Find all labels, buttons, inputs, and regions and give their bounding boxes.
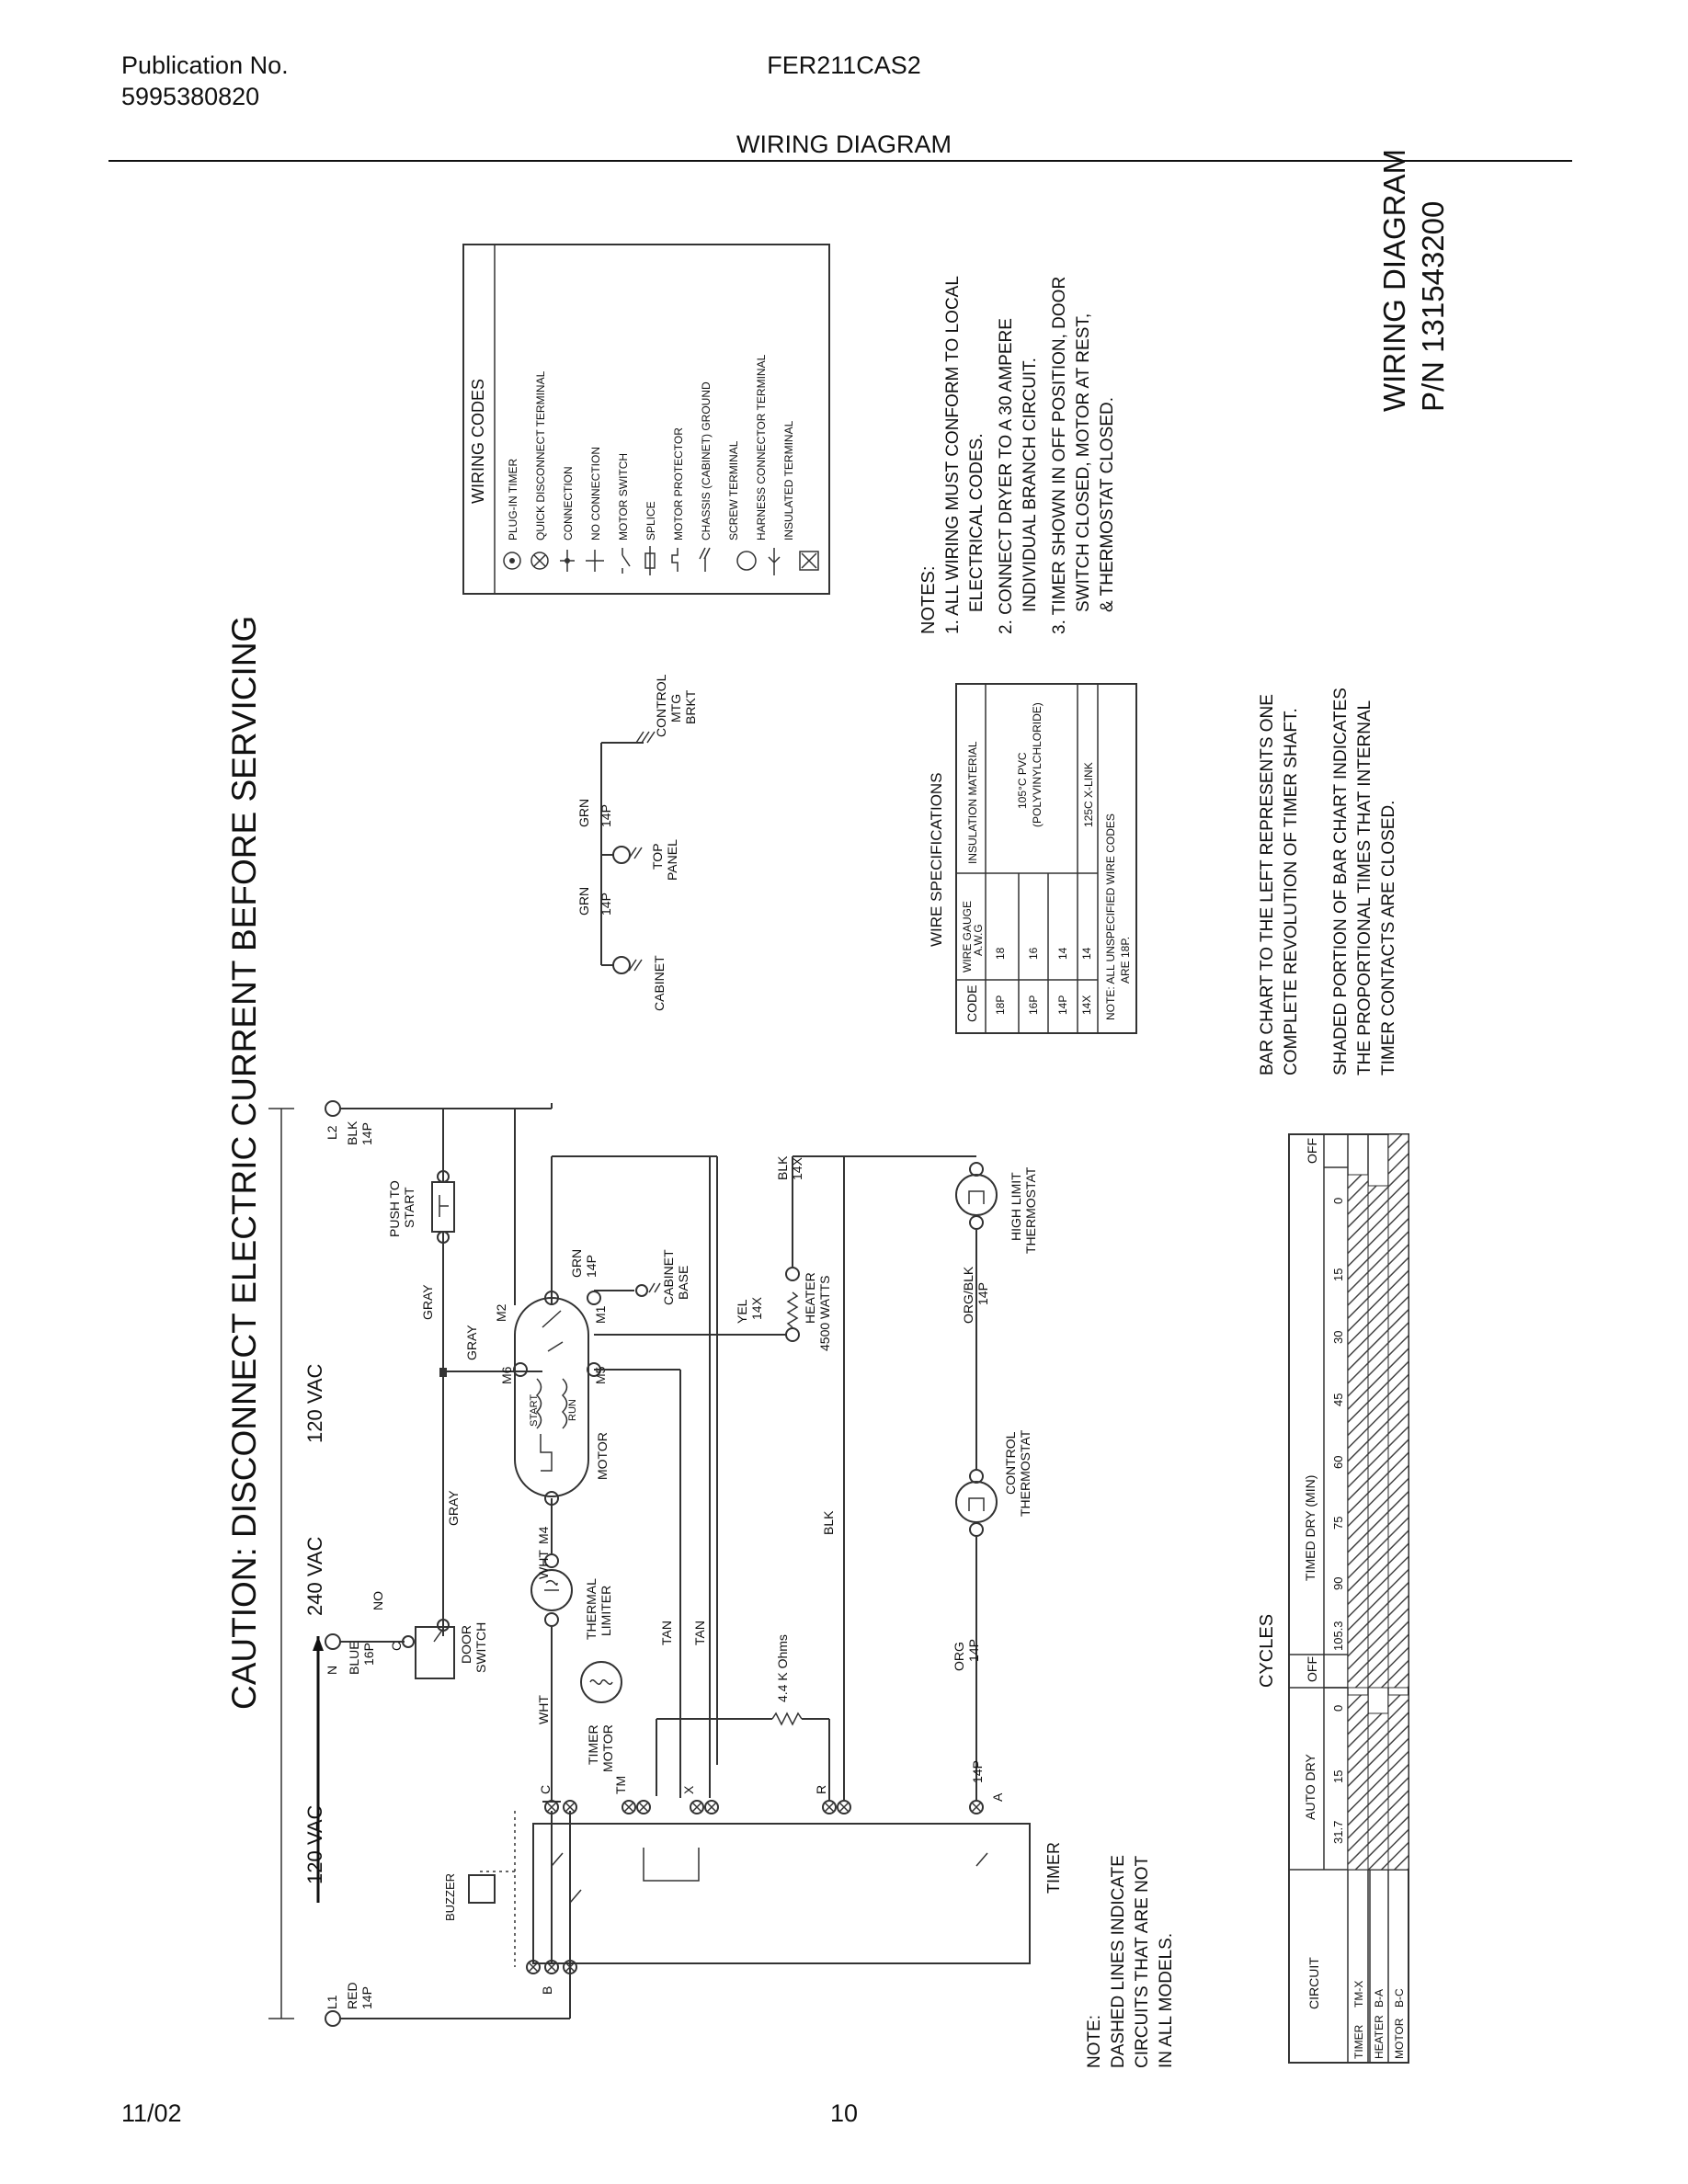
l2-code-label: 14P [359, 1122, 374, 1145]
notes-block [918, 276, 1117, 634]
spec-header-material: INSULATION MATERIAL [966, 741, 979, 864]
door1-label: DOOR [459, 1625, 473, 1664]
timer-bar-timed [1348, 1175, 1368, 1688]
spec-material-pvc: 105°C PVC [1016, 752, 1029, 809]
ohms-label: 4.4 K Ohms [775, 1634, 790, 1702]
cycles-tick-timed: 30 [1331, 1330, 1345, 1344]
cycles-tick-timed: 45 [1331, 1393, 1345, 1406]
gray-label: GRAY [464, 1325, 479, 1360]
cycles-tick-timed: 75 [1331, 1516, 1345, 1530]
wiring-code-item: MOTOR SWITCH [617, 452, 630, 540]
m4-label: M4 [536, 1526, 551, 1544]
note4-label: IN ALL MODELS. [1157, 1932, 1176, 2068]
cabinet2-label: BASE [676, 1265, 690, 1300]
off-label: OFF [1305, 1138, 1319, 1164]
wiring-code-item: PLUG-IN TIMER [507, 458, 519, 540]
m6-label: M6 [499, 1366, 514, 1384]
off-label: OFF [1305, 1656, 1319, 1682]
timed-dry-label: TIMED DRY (MIN) [1303, 1474, 1317, 1581]
l1-label: L1 [325, 1995, 339, 2009]
m1-label: M1 [593, 1305, 608, 1324]
n-label: N [325, 1665, 339, 1675]
line5-label: TIMER CONTACTS ARE CLOSED. [1379, 800, 1398, 1075]
buzzer-label: BUZZER [443, 1873, 457, 1921]
heater-bar-timed [1368, 1186, 1388, 1688]
tm-label: TM [613, 1775, 628, 1794]
m2-label: M2 [494, 1303, 508, 1322]
terminal-cross [839, 1803, 849, 1812]
motor-bar-auto [1388, 1695, 1409, 1870]
spec-row-gauge: 14 [1056, 947, 1069, 960]
document-title: WIRING DIAGRAM [736, 131, 952, 158]
part-title-line2: P/N 131543200 [1416, 200, 1450, 412]
terminal-cross [547, 1803, 556, 1812]
cycles-tick-timed: 0 [1331, 1197, 1345, 1204]
motor-bar-timed [1388, 1134, 1409, 1688]
line3-label: SHADED PORTION OF BAR CHART INDICATES [1331, 688, 1351, 1075]
spec-note-line2: ARE 18P. [1119, 936, 1132, 984]
cycles-tick-timed: 15 [1331, 1268, 1345, 1281]
p14-label: 14P [584, 1255, 599, 1278]
push2-label: START [402, 1187, 416, 1228]
part-title-line1: WIRING DIAGRAM [1377, 149, 1411, 412]
n-color-label: BLUE [347, 1641, 361, 1675]
note-line: SWITCH CLOSED, MOTOR AT REST, [1074, 313, 1093, 612]
wiring-code-item: CONNECTION [562, 466, 575, 540]
note-line: INDIVIDUAL BRANCH CIRCUIT. [1021, 358, 1040, 612]
yel-label: YEL [735, 1299, 749, 1324]
no-label: NO [371, 1591, 385, 1610]
n-code-label: 16P [361, 1643, 376, 1666]
motor-label: MOTOR [595, 1432, 610, 1480]
blk-label: BLK [821, 1510, 836, 1535]
spec-note-line1: NOTE: ALL UNSPECIFIED WIRE CODES [1104, 813, 1117, 1020]
terminal-cross [624, 1803, 633, 1812]
wiring-code-item: HARNESS CONNECTOR TERMINAL [755, 354, 768, 540]
vac120b-label: 120 VAC [303, 1804, 326, 1884]
control3-label: BRKT [683, 689, 698, 724]
org-label: ORG [952, 1642, 966, 1671]
p14-label: 14P [966, 1639, 981, 1662]
grn-label: GRN [576, 798, 591, 827]
auto-dry-label: AUTO DRY [1303, 1754, 1317, 1820]
spec-row-gauge: 14 [1080, 947, 1093, 960]
note-line: 1. ALL WIRING MUST CONFORM TO LOCAL [943, 276, 963, 634]
spec-row-gauge: 18 [994, 947, 1007, 960]
spec-header-gauge: WIRE GAUGE [961, 900, 974, 973]
cycles-row-name: HEATER [1373, 2015, 1386, 2059]
spec-row-code: 16P [1027, 995, 1040, 1015]
tan-label: TAN [659, 1621, 674, 1645]
heater-bar-auto [1368, 1713, 1388, 1870]
cycles-tick-timed: 105.3 [1331, 1621, 1345, 1651]
m5-label: M5 [593, 1366, 608, 1384]
c-label: C [389, 1641, 404, 1651]
page-number: 10 [829, 2099, 859, 2127]
control2-label: MTG [668, 693, 683, 722]
title-label: CYCLES [1257, 1613, 1277, 1688]
terminal-cross [825, 1803, 834, 1812]
thermal1-label: THERMAL [584, 1578, 599, 1640]
note-line: & THERMOSTAT CLOSED. [1098, 396, 1117, 612]
start-label: START [529, 1393, 540, 1427]
wiring-codes-list [507, 354, 795, 540]
wht-label: WHT [536, 1695, 551, 1724]
spec-row-code: 18P [994, 995, 1007, 1015]
ground-connections [576, 674, 698, 1011]
wiring-code-item: CHASSIS (CABINET) GROUND [700, 381, 713, 540]
heater1-label: HEATER [803, 1272, 817, 1324]
p14-label: 14P [599, 804, 613, 827]
note3-label: CIRCUITS THAT ARE NOT [1133, 1855, 1152, 2068]
cycles-tick-timed: 60 [1331, 1455, 1345, 1469]
wiring-code-item: SCREW TERMINAL [727, 440, 740, 540]
top-panel2-label: PANEL [665, 839, 679, 881]
cabinet1-label: CABINET [661, 1249, 676, 1305]
note-line: ELECTRICAL CODES. [967, 433, 987, 612]
control1-label: CONTROL [1003, 1431, 1018, 1495]
x14-label: 14X [749, 1297, 764, 1320]
spec-header-awg: A.W.G [972, 924, 985, 956]
l2-color-label: BLK [345, 1120, 359, 1145]
publication-number: 5995380820 [121, 83, 260, 110]
highlimit1-label: HIGH LIMIT [1009, 1172, 1023, 1241]
note-line: 3. TIMER SHOWN IN OFF POSITION, DOOR [1050, 276, 1069, 634]
a-label: A [990, 1792, 1005, 1802]
wiring-codes-title: WIRING CODES [469, 378, 487, 504]
terminal-cross [972, 1803, 981, 1812]
spec-material-xlink: 125C X-LINK [1082, 762, 1095, 827]
wiring-code-item: SPLICE [644, 501, 657, 540]
wht-label: WHT [536, 1550, 551, 1579]
line1-label: BAR CHART TO THE LEFT REPRESENTS ONE [1258, 694, 1277, 1075]
cycles-tick-timed: 90 [1331, 1576, 1345, 1590]
terminal-cross [707, 1803, 716, 1812]
control2-label: THERMOSTAT [1018, 1429, 1032, 1517]
schematic [268, 1101, 1176, 2068]
bar-chart-notes [1258, 688, 1398, 1075]
title-label: WIRE SPECIFICATIONS [928, 772, 945, 947]
cycles-row-contacts: TM-X [1352, 1980, 1365, 2008]
caution-text: CAUTION: DISCONNECT ELECTRIC CURRENT BEFORE SERVICING [225, 615, 263, 1710]
x-label: X [681, 1785, 696, 1794]
thermal2-label: LIMITER [599, 1585, 613, 1636]
wiring-codes-legend [463, 245, 829, 594]
cycles-row-name: TIMER [1352, 2024, 1365, 2059]
note2-label: DASHED LINES INDICATE [1109, 1855, 1128, 2068]
p14-label: 14P [970, 1760, 985, 1783]
line4-label: THE PROPORTIONAL TIMES THAT INTERNAL [1355, 700, 1374, 1075]
x14-label: 14X [790, 1157, 804, 1180]
control1-label: CONTROL [654, 674, 668, 737]
model-number: FER211CAS2 [767, 51, 921, 79]
footer-date: 11/02 [121, 2099, 182, 2127]
heater2-label: 4500 WATTS [817, 1275, 832, 1351]
wiring-code-item: INSULATED TERMINAL [782, 420, 795, 540]
p14-label: 14P [599, 893, 613, 916]
cycles-tick-auto: 0 [1331, 1704, 1345, 1712]
vac120a-label: 120 VAC [303, 1363, 326, 1443]
spec-row-gauge: 16 [1027, 947, 1040, 960]
cycles-row-contacts: B-A [1373, 1988, 1386, 2008]
timer-label: TIMER [1044, 1842, 1063, 1894]
b-label: B [540, 1985, 554, 1995]
l1-code-label: 14P [359, 1986, 374, 2009]
cycles-tick-auto: 15 [1331, 1769, 1345, 1783]
r-label: R [814, 1784, 828, 1794]
timer-bar-auto [1348, 1695, 1368, 1870]
wiring-code-item: MOTOR PROTECTOR [672, 427, 685, 540]
tan-label: TAN [692, 1621, 707, 1645]
top-panel1-label: TOP [650, 843, 665, 870]
terminal-cross [692, 1803, 701, 1812]
door2-label: SWITCH [473, 1621, 488, 1673]
cycles-tick-auto: 31.7 [1331, 1820, 1345, 1844]
spec-row-code: 14P [1056, 995, 1069, 1015]
gray-label: GRAY [446, 1490, 461, 1526]
vac240-label: 240 VAC [303, 1536, 326, 1616]
cycles-row-name: MOTOR [1393, 2018, 1406, 2059]
timer-motor1-label: TIMER [586, 1724, 600, 1765]
spec-material-pvc2: (POLYVINYLCHLORIDE) [1031, 702, 1044, 827]
l2-label: L2 [325, 1125, 339, 1140]
timer-motor2-label: MOTOR [600, 1724, 615, 1772]
spec-header-code: CODE [964, 984, 979, 1022]
blk-label: BLK [775, 1155, 790, 1180]
push1-label: PUSH TO [387, 1180, 402, 1237]
circuit-header-label: CIRCUIT [1306, 1957, 1321, 2009]
grn-label: GRN [576, 886, 591, 916]
org-blk-label: ORG/BLK [961, 1266, 975, 1324]
cycles-row-contacts: B-C [1393, 1988, 1406, 2008]
note1-label: NOTE: [1085, 2014, 1104, 2068]
cycles-bar-chart [1257, 1134, 1409, 2063]
l1-color-label: RED [345, 1982, 359, 2009]
note-line: 2. CONNECT DRYER TO A 30 AMPERE [997, 318, 1016, 634]
run-label: RUN [567, 1399, 578, 1421]
wiring-code-item: NO CONNECTION [589, 447, 602, 540]
terminal-cross [565, 1803, 575, 1812]
publication-label: Publication No. [121, 51, 289, 79]
cabinet-label: CABINET [652, 955, 667, 1011]
notes-title: NOTES: [918, 565, 939, 634]
grn-label: GRN [569, 1248, 584, 1278]
terminal-cross [639, 1803, 648, 1812]
spec-row-code: 14X [1080, 995, 1093, 1015]
wiring-code-item: QUICK DISCONNECT TERMINAL [534, 370, 547, 540]
line2-label: COMPLETE REVOLUTION OF TIMER SHAFT. [1282, 708, 1301, 1075]
gray-label: GRAY [420, 1284, 435, 1320]
p14-label: 14P [975, 1282, 990, 1305]
c-label: C [538, 1784, 553, 1794]
wire-specifications-table [928, 684, 1136, 1033]
highlimit2-label: THERMOSTAT [1023, 1166, 1038, 1254]
